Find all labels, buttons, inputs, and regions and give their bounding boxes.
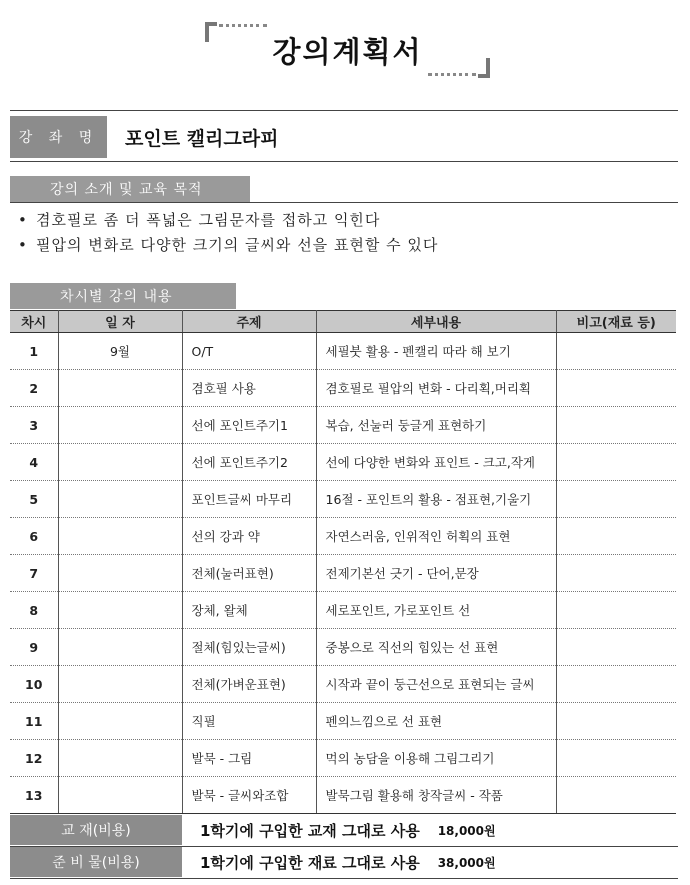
table-row xyxy=(10,592,676,629)
session-detail: 중봉으로 직선의 힘있는 선 표현 xyxy=(316,629,556,666)
intro-rule xyxy=(10,202,678,203)
session-detail: 복습, 선눌러 둥글게 표현하기 xyxy=(316,407,556,444)
session-note xyxy=(556,555,676,592)
session-date xyxy=(58,740,182,777)
session-date xyxy=(58,481,182,518)
course-bottom-rule xyxy=(10,161,678,162)
textbook-label: 교 재(비용) xyxy=(10,815,182,845)
session-topic: 절체(힘있는글씨) xyxy=(182,629,316,666)
column-header-session: 차시 xyxy=(10,311,58,333)
session-note xyxy=(556,740,676,777)
intro-bullet-list xyxy=(18,208,438,258)
intro-bullet-text: 필압의 변화로 다양한 크기의 글씨와 선을 표현할 수 있다 xyxy=(36,236,439,254)
session-detail: 먹의 농담을 이용해 그림그리기 xyxy=(316,740,556,777)
session-note xyxy=(556,629,676,666)
textbook-value: 1학기에 구입한 교재 그대로 사용 xyxy=(200,821,420,840)
session-date xyxy=(58,592,182,629)
session-number: 3 xyxy=(10,407,58,444)
session-detail: 선에 다양한 변화와 표인트 - 크고,작게 xyxy=(316,444,556,481)
session-note xyxy=(556,666,676,703)
session-number: 7 xyxy=(10,555,58,592)
list-item: • 겸호필로 좀 더 폭넓은 그림문자를 접하고 익힌다 xyxy=(18,208,438,233)
course-name: 포인트 캘리그라피 xyxy=(125,127,279,150)
document-title: 강의계획서 xyxy=(272,35,423,69)
table-row xyxy=(10,740,676,777)
session-number: 10 xyxy=(10,666,58,703)
session-note xyxy=(556,333,676,370)
table-row xyxy=(10,333,676,370)
list-item: • 필압의 변화로 다양한 크기의 글씨와 선을 표현할 수 있다 xyxy=(18,233,438,258)
session-detail: 시작과 끝이 둥근선으로 표현되는 글씨 xyxy=(316,666,556,703)
session-topic: 선의 강과 약 xyxy=(182,518,316,555)
session-note xyxy=(556,518,676,555)
session-date xyxy=(58,629,182,666)
intro-bullet-text: 겸호필로 좀 더 폭넓은 그림문자를 접하고 익힌다 xyxy=(36,211,381,229)
schedule-heading: 차시별 강의 내용 xyxy=(10,283,236,309)
session-detail: 세로포인트, 가로포인트 선 xyxy=(316,592,556,629)
table-row xyxy=(10,666,676,703)
table-row xyxy=(10,518,676,555)
session-topic: 선에 포인트주기2 xyxy=(182,444,316,481)
session-topic: 장체, 왈체 xyxy=(182,592,316,629)
schedule-table xyxy=(10,310,676,814)
session-topic: 포인트글씨 마무리 xyxy=(182,481,316,518)
session-date xyxy=(58,444,182,481)
session-number: 2 xyxy=(10,370,58,407)
table-row xyxy=(10,407,676,444)
supplies-row xyxy=(10,847,676,877)
session-number: 8 xyxy=(10,592,58,629)
supplies-price: 38,000원 xyxy=(437,855,496,870)
table-row xyxy=(10,777,676,814)
materials-bottom-rule xyxy=(10,878,678,879)
session-topic: 전체(눌러표현) xyxy=(182,555,316,592)
session-date xyxy=(58,407,182,444)
session-topic: 선에 포인트주기1 xyxy=(182,407,316,444)
session-note xyxy=(556,592,676,629)
session-detail: 자연스러움, 인위적인 허획의 표현 xyxy=(316,518,556,555)
session-date xyxy=(58,703,182,740)
supplies-label: 준 비 물(비용) xyxy=(10,847,182,877)
title-dash-top xyxy=(219,24,267,27)
table-row xyxy=(10,629,676,666)
session-date xyxy=(58,518,182,555)
session-note xyxy=(556,444,676,481)
session-number: 5 xyxy=(10,481,58,518)
supplies-value: 1학기에 구입한 재료 그대로 사용 xyxy=(200,853,420,872)
session-note xyxy=(556,481,676,518)
column-header-detail: 세부내용 xyxy=(316,311,556,333)
intro-heading: 강의 소개 및 교육 목적 xyxy=(10,176,250,202)
table-row xyxy=(10,703,676,740)
session-date xyxy=(58,555,182,592)
session-date: 9월 xyxy=(58,333,182,370)
session-number: 6 xyxy=(10,518,58,555)
session-topic: 겸호필 사용 xyxy=(182,370,316,407)
session-number: 9 xyxy=(10,629,58,666)
document-title-frame xyxy=(205,22,490,78)
table-header-row xyxy=(10,311,676,333)
title-dash-bottom xyxy=(428,73,476,76)
session-detail: 세필붓 활용 - 펜캘리 따라 해 보기 xyxy=(316,333,556,370)
session-number: 4 xyxy=(10,444,58,481)
title-corner-bottom-right xyxy=(478,58,490,78)
session-detail: 발묵그림 활용해 창작글씨 - 작품 xyxy=(316,777,556,814)
session-note xyxy=(556,370,676,407)
session-date xyxy=(58,370,182,407)
session-topic: 발묵 - 그림 xyxy=(182,740,316,777)
session-topic: O/T xyxy=(182,333,316,370)
column-header-note: 비고(재료 등) xyxy=(556,311,676,333)
session-number: 12 xyxy=(10,740,58,777)
session-topic: 전체(가벼운표현) xyxy=(182,666,316,703)
session-number: 13 xyxy=(10,777,58,814)
column-header-topic: 주제 xyxy=(182,311,316,333)
textbook-row xyxy=(10,815,676,845)
session-detail: 펜의느낌으로 선 표현 xyxy=(316,703,556,740)
session-number: 11 xyxy=(10,703,58,740)
table-row xyxy=(10,444,676,481)
table-row xyxy=(10,555,676,592)
session-date xyxy=(58,666,182,703)
session-note xyxy=(556,703,676,740)
session-note xyxy=(556,777,676,814)
session-topic: 직필 xyxy=(182,703,316,740)
session-number: 1 xyxy=(10,333,58,370)
session-detail: 전제기본선 긋기 - 단어,문장 xyxy=(316,555,556,592)
column-header-date: 일 자 xyxy=(58,311,182,333)
course-top-rule xyxy=(10,110,678,111)
textbook-price: 18,000원 xyxy=(437,823,496,838)
table-row xyxy=(10,370,676,407)
session-date xyxy=(58,777,182,814)
table-row xyxy=(10,481,676,518)
course-label: 강 좌 명 xyxy=(10,116,107,158)
session-topic: 발묵 - 글씨와조합 xyxy=(182,777,316,814)
session-note xyxy=(556,407,676,444)
session-detail: 16절 - 포인트의 활용 - 점표현,기울기 xyxy=(316,481,556,518)
session-detail: 겸호필로 필압의 변화 - 다리획,머리획 xyxy=(316,370,556,407)
